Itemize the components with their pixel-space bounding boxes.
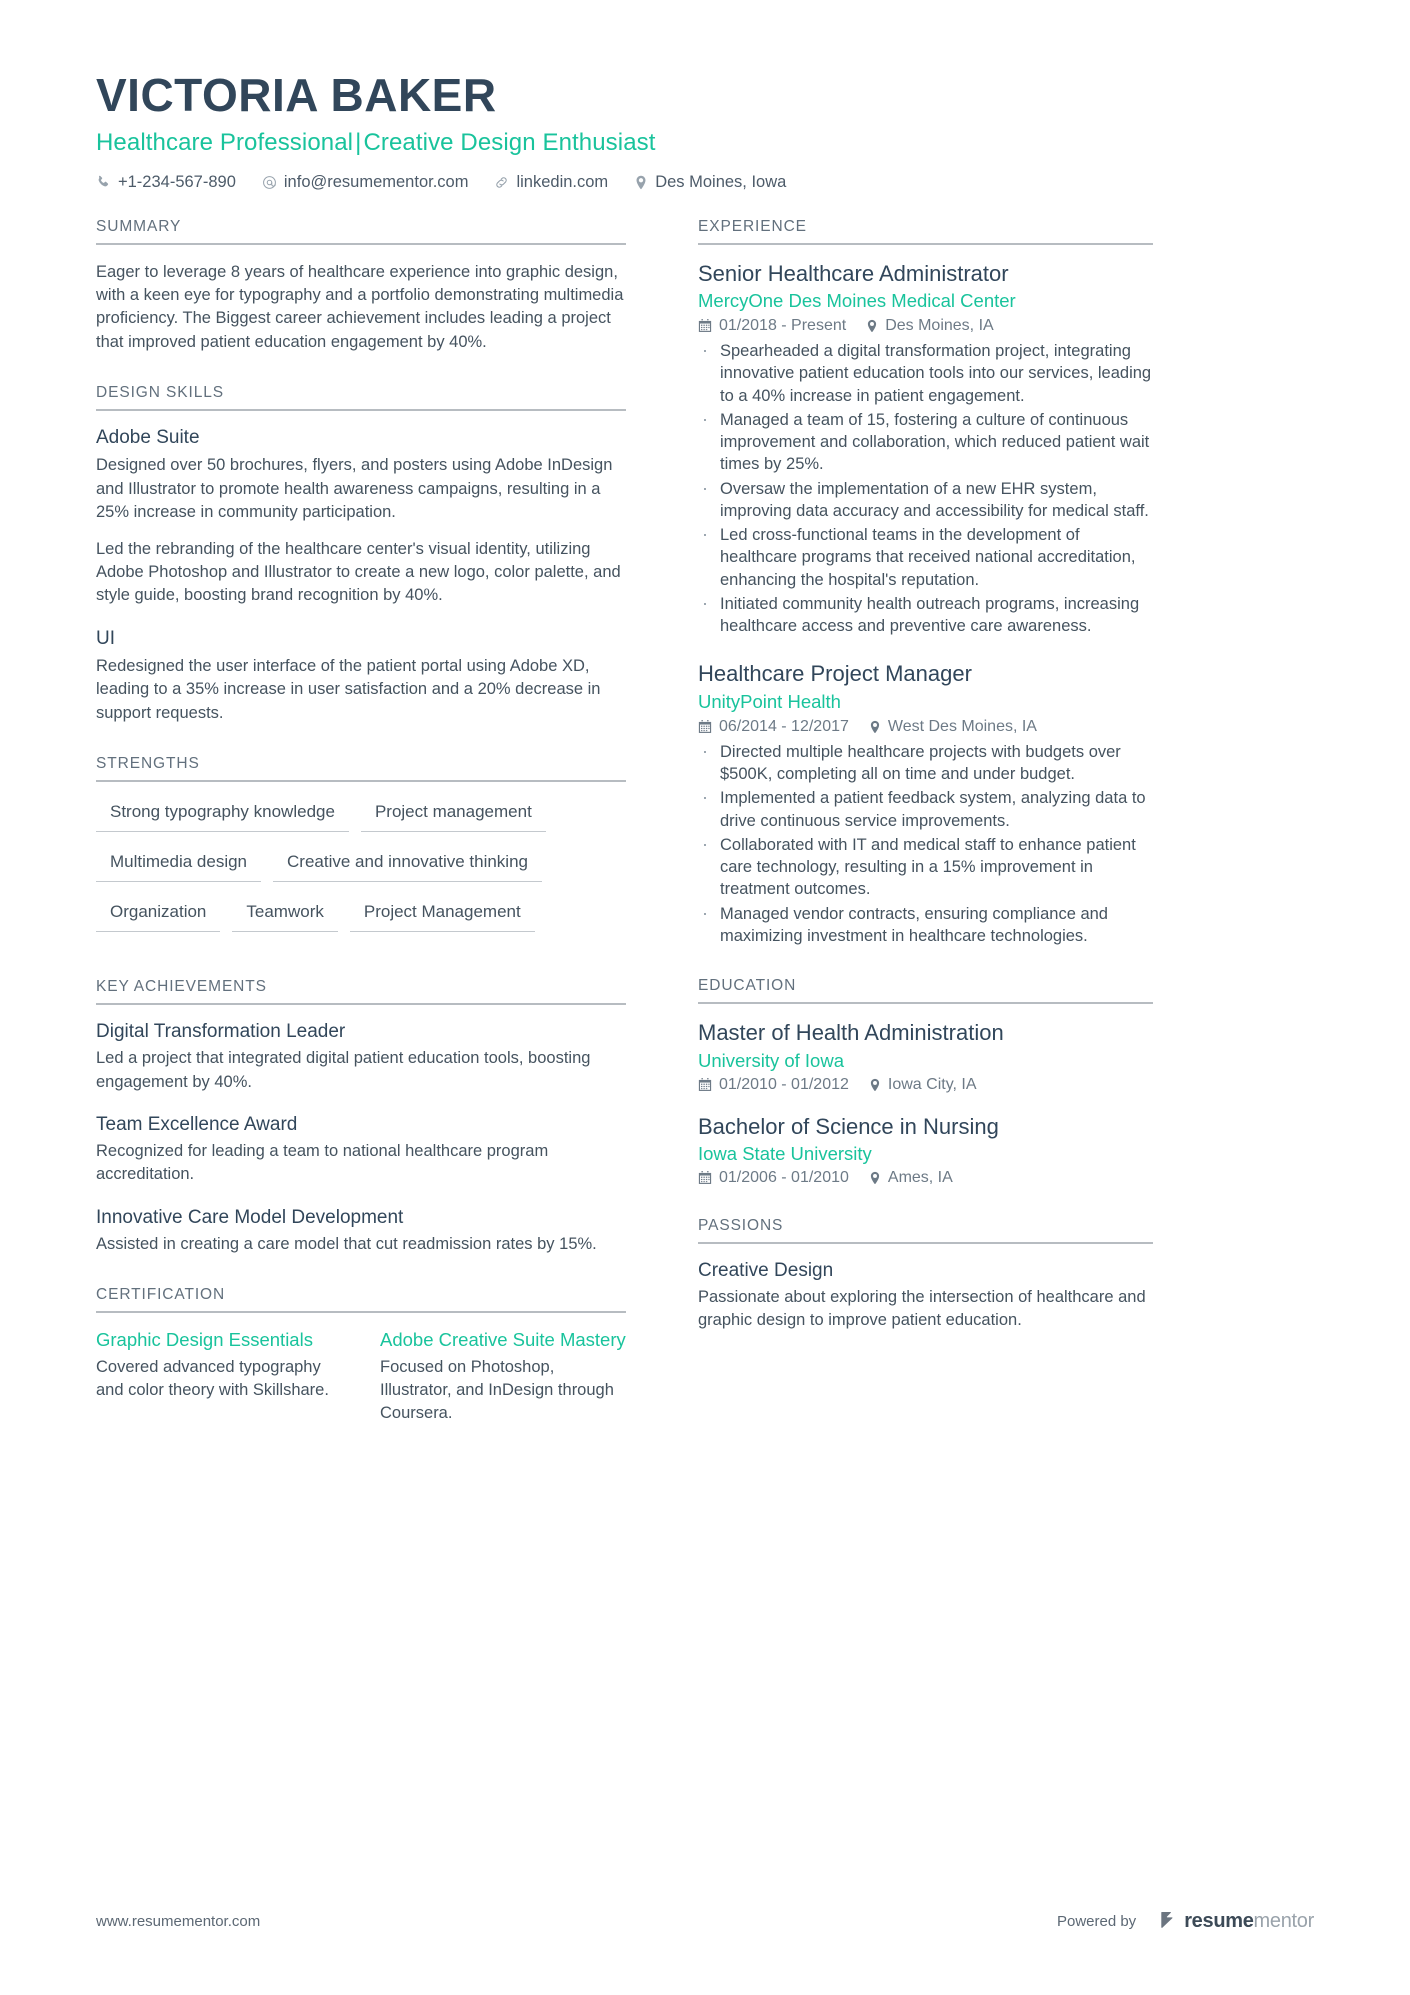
education-school: University of Iowa — [698, 1049, 844, 1071]
job-location-text: Des Moines, IA — [885, 316, 994, 334]
skill-item — [96, 427, 626, 608]
skill-description — [96, 454, 626, 608]
achievement-title: Team Excellence Award — [96, 1113, 298, 1135]
certification-item — [96, 1329, 342, 1425]
job-title: Healthcare Project Manager — [698, 661, 972, 687]
achievement-description: Assisted in creating a care model that cut readmission rates by 15%. — [96, 1234, 597, 1253]
candidate-title-left: Healthcare Professional — [96, 128, 354, 156]
achievement-title: Digital Transformation Leader — [96, 1021, 346, 1043]
left-column — [96, 218, 656, 1456]
location-pin-icon — [634, 175, 648, 190]
contact-phone[interactable] — [96, 173, 236, 192]
certification-title: Adobe Creative Suite Mastery — [380, 1329, 626, 1351]
section-heading-design-skills: DESIGN SKILLS — [96, 384, 626, 411]
calendar-icon — [698, 720, 712, 734]
section-heading-passions: PASSIONS — [698, 1217, 1153, 1244]
education-school: Iowa State University — [698, 1143, 872, 1164]
achievement-title: Innovative Care Model Development — [96, 1206, 404, 1228]
email-icon — [262, 175, 277, 190]
job-company: UnityPoint Health — [698, 690, 841, 712]
certification-description: Focused on Photoshop, Illustrator, and InDesign through Coursera. — [380, 1358, 614, 1423]
education-degree: Master of Health Administration — [698, 1020, 1004, 1046]
education-location — [869, 1169, 953, 1187]
calendar-icon — [698, 1078, 712, 1092]
footer-branding — [1057, 1910, 1314, 1933]
education-dates-text: 01/2006 - 01/2010 — [719, 1169, 849, 1186]
experience-item — [698, 261, 1153, 638]
footer-website[interactable]: www.resumementor.com — [96, 1913, 261, 1930]
certification-title: Graphic Design Essentials — [96, 1329, 313, 1351]
contact-linkedin[interactable] — [494, 173, 608, 192]
strength-tag-list — [96, 798, 626, 948]
job-bullet-list — [698, 340, 1153, 637]
achievement-item — [96, 1207, 626, 1256]
passion-description: Passionate about exploring the intersection of healthcare and graphic design to improve patient education. — [698, 1288, 1146, 1330]
section-heading-strengths: STRENGTHS — [96, 755, 626, 782]
job-bullet: · Led cross-functional teams in the development of healthcare programs that received national accreditation, enhancing the hospital's reputation. — [698, 524, 1153, 591]
brand-text-secondary: mentor — [1253, 1910, 1314, 1932]
job-bullet-list — [698, 741, 1153, 947]
resume-body — [96, 218, 1314, 1456]
job-dates-text: 06/2014 - 12/2017 — [719, 717, 849, 735]
resumementor-mark-icon — [1158, 1911, 1177, 1932]
education-location-text: Iowa City, IA — [887, 1075, 977, 1093]
education-dates — [698, 1076, 849, 1094]
candidate-title-right: Creative Design Enthusiast — [363, 128, 656, 156]
candidate-title — [96, 129, 1314, 157]
passion-title: Creative Design — [698, 1260, 834, 1281]
job-location — [866, 317, 993, 335]
education-item — [698, 1114, 1153, 1187]
strength-tag: Teamwork — [232, 898, 337, 932]
strength-tag: Strong typography knowledge — [96, 798, 349, 832]
link-icon — [494, 175, 509, 190]
achievement-item — [96, 1021, 626, 1094]
section-certification — [96, 1286, 626, 1425]
location-pin-icon — [869, 720, 881, 734]
location-pin-icon — [869, 1171, 881, 1185]
resumementor-logo — [1158, 1910, 1314, 1933]
contact-email-text: info@resumementor.com — [283, 172, 469, 191]
certification-list — [96, 1329, 626, 1425]
job-bullet: · Directed multiple healthcare projects with budgets over $500K, completing all on time and under budget. — [698, 741, 1153, 786]
skill-item — [96, 628, 626, 725]
job-bullet: · Oversaw the implementation of a new EHR system, improving data accuracy and accessibility for medical staff. — [698, 478, 1153, 523]
job-bullet: · Implemented a patient feedback system, analyzing data to drive continuous service improvements. — [698, 787, 1153, 832]
section-heading-education: EDUCATION — [698, 977, 1153, 1004]
section-heading-experience: EXPERIENCE — [698, 218, 1153, 245]
brand-text-primary: resume — [1184, 1910, 1254, 1932]
contact-location-text: Des Moines, Iowa — [655, 172, 787, 191]
job-dates — [698, 317, 846, 335]
achievement-description: Recognized for leading a team to national healthcare program accreditation. — [96, 1141, 549, 1184]
job-title: Senior Healthcare Administrator — [698, 260, 1009, 286]
contact-email[interactable] — [262, 173, 469, 192]
job-bullet: · Initiated community health outreach programs, increasing healthcare access and preventive care awareness. — [698, 593, 1153, 638]
job-location — [869, 718, 1037, 736]
candidate-name: VICTORIA BAKER — [96, 69, 497, 121]
education-meta — [698, 1169, 1153, 1187]
job-location-text: West Des Moines, IA — [887, 717, 1037, 735]
section-strengths — [96, 755, 626, 948]
section-heading-key-achievements: KEY ACHIEVEMENTS — [96, 978, 626, 1005]
contact-phone-text: +1-234-567-890 — [118, 172, 236, 191]
skill-name: Adobe Suite — [96, 427, 200, 449]
certification-item — [380, 1329, 626, 1425]
education-dates — [698, 1169, 849, 1187]
location-pin-icon — [869, 1078, 881, 1092]
job-meta — [698, 718, 1153, 736]
summary-text: Eager to leverage 8 years of healthcare experience into graphic design, with a keen eye for typography and a portfolio demonstrating multimedia proficiency. The Biggest career achievement includes leading a project that improved patient education engagement by 40%. — [96, 262, 624, 351]
skill-paragraph: Led the rebranding of the healthcare center's visual identity, utilizing Adobe Photoshop and Illustrator to create a new logo, color palette, and style guide, boosting brand recognition by 40%. — [96, 539, 621, 605]
passion-item — [698, 1260, 1153, 1333]
job-company: MercyOne Des Moines Medical Center — [698, 289, 1016, 311]
section-education — [698, 977, 1153, 1187]
strength-tag: Creative and innovative thinking — [273, 848, 542, 882]
achievement-item — [96, 1114, 626, 1187]
location-pin-icon — [866, 319, 878, 333]
title-divider: | — [355, 128, 362, 156]
achievement-description: Led a project that integrated digital patient education tools, boosting engagement by 40%. — [96, 1049, 591, 1091]
resume-header — [96, 0, 1314, 192]
right-column — [698, 218, 1153, 1363]
strength-tag: Organization — [96, 898, 220, 932]
calendar-icon — [698, 319, 712, 333]
section-key-achievements — [96, 978, 626, 1256]
contact-list — [96, 173, 1314, 192]
skill-name: UI — [96, 627, 115, 649]
section-experience — [698, 218, 1153, 948]
job-bullet: · Collaborated with IT and medical staff to enhance patient care technology, resulting in a 15% improvement in treatment outcomes. — [698, 834, 1153, 901]
education-location-text: Ames, IA — [887, 1169, 953, 1186]
strength-tag: Multimedia design — [96, 848, 261, 882]
job-bullet: · Managed a team of 15, fostering a culture of continuous improvement and collaboration, which reduced patient wait times by 25%. — [698, 409, 1153, 476]
section-summary — [96, 218, 626, 355]
skill-paragraph: Designed over 50 brochures, flyers, and posters using Adobe InDesign and Illustrator to promote health awareness campaigns, resulting in a 25% increase in community participation. — [96, 456, 613, 522]
footer-powered-by-label: Powered by — [1056, 1913, 1137, 1930]
education-location — [869, 1076, 977, 1094]
job-dates-text: 01/2018 - Present — [719, 316, 847, 334]
education-dates-text: 01/2010 - 01/2012 — [719, 1075, 849, 1093]
education-degree: Bachelor of Science in Nursing — [698, 1113, 999, 1139]
experience-item — [698, 661, 1153, 947]
education-meta — [698, 1076, 1153, 1094]
page-footer — [96, 1910, 1314, 1933]
strength-tag: Project Management — [350, 898, 535, 932]
phone-icon — [96, 175, 111, 190]
education-item — [698, 1020, 1153, 1093]
strength-tag: Project management — [361, 798, 546, 832]
skill-paragraph: Redesigned the user interface of the patient portal using Adobe XD, leading to a 35% increase in user satisfaction and a 20% decrease in support requests. — [96, 656, 601, 722]
section-heading-summary: SUMMARY — [96, 218, 626, 245]
section-passions — [698, 1217, 1153, 1333]
section-heading-certification: CERTIFICATION — [96, 1286, 626, 1313]
contact-linkedin-text: linkedin.com — [516, 172, 609, 191]
calendar-icon — [698, 1171, 712, 1185]
job-bullet: · Managed vendor contracts, ensuring compliance and maximizing investment in healthcare technologies. — [698, 903, 1153, 948]
contact-location — [634, 173, 786, 192]
job-meta — [698, 317, 1153, 335]
section-design-skills — [96, 384, 626, 725]
job-dates — [698, 718, 849, 736]
job-bullet: · Spearheaded a digital transformation project, integrating innovative patient education tools into our services, leading to a 40% increase in patient engagement. — [698, 340, 1153, 407]
skill-description — [96, 655, 626, 725]
certification-description: Covered advanced typography and color theory with Skillshare. — [96, 1358, 329, 1400]
